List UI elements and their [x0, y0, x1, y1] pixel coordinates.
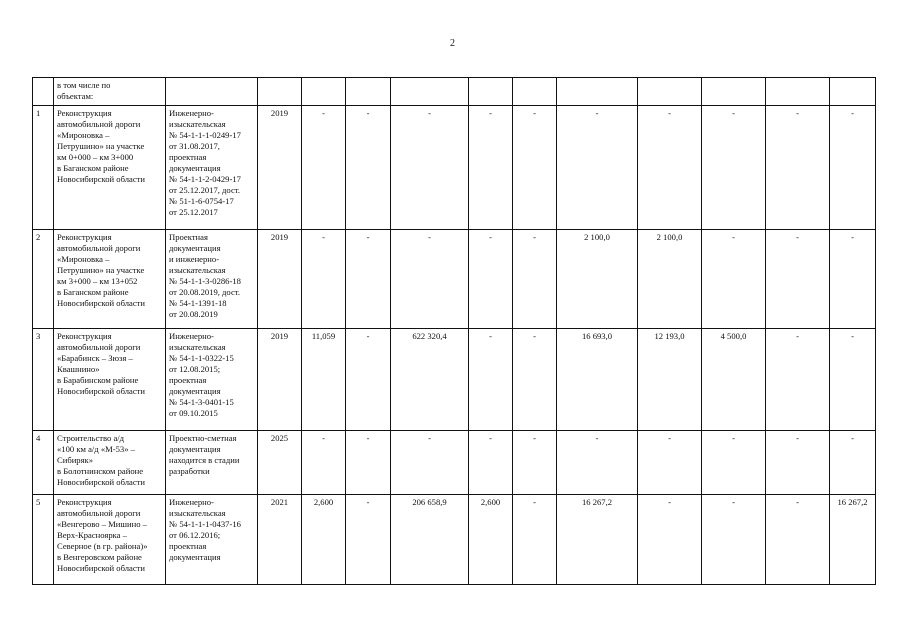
cell-name: Реконструкция автомобильной дороги «Мироновка – Петрушино» на участке км 0+000 – км 3+000 в Баганском районе Новосибирской области	[54, 106, 166, 230]
cell-name: Реконструкция автомобильной дороги «Барабинск – Зюзя – Квашнино» в Барабинском районе Новосибирской области	[54, 329, 166, 431]
cell-value: -	[469, 106, 513, 230]
cell-number: 4	[33, 431, 54, 495]
cell-name: Реконструкция автомобильной дороги «Мироновка – Петрушино» на участке км 3+000 – км 13+052 в Баганском районе Новосибирской области	[54, 230, 166, 329]
cell-value: 11,059	[302, 329, 346, 431]
cell-number: 2	[33, 230, 54, 329]
cell-value: 16 267,2	[830, 495, 876, 585]
data-table	[32, 77, 876, 585]
cell-value: -	[702, 431, 766, 495]
cell-value: 622 320,4	[391, 329, 469, 431]
cell-value: -	[702, 106, 766, 230]
cell-value: -	[830, 230, 876, 329]
cell-value: -	[638, 495, 702, 585]
page-number: 2	[450, 38, 455, 49]
cell-value: 206 658,9	[391, 495, 469, 585]
cell-value: 2,600	[469, 495, 513, 585]
cell-value: -	[830, 106, 876, 230]
cell-number: 1	[33, 106, 54, 230]
cell-value: -	[513, 329, 557, 431]
cell-value: -	[638, 106, 702, 230]
cell-value: -	[766, 495, 830, 585]
cell-value: -	[766, 106, 830, 230]
cell-number: 5	[33, 495, 54, 585]
cell-value: 2 100,0	[557, 230, 638, 329]
cell-value: -	[346, 431, 391, 495]
cell-year: 2019	[258, 230, 302, 329]
cell-value: -	[469, 230, 513, 329]
cell-name: Строительство а/д «100 км а/д «М-53» – Сибиряк» в Болотнинском районе Новосибирской области	[54, 431, 166, 495]
cell-value: -	[557, 431, 638, 495]
cell-value: -	[391, 230, 469, 329]
cell-value: -	[469, 431, 513, 495]
table-row-intro	[33, 78, 876, 106]
cell-value: -	[513, 495, 557, 585]
cell-value: -	[702, 230, 766, 329]
cell-number: 3	[33, 329, 54, 431]
cell-number	[33, 78, 54, 106]
cell-value: -	[513, 230, 557, 329]
table-row	[33, 230, 876, 329]
cell-value: -	[346, 495, 391, 585]
cell-documentation: Инженерно- изыскательская № 54-1-1-1-0249-17 от 31.08.2017, проектная документация № 54-1-1-2-0429-17 от 25.12.2017, дост. № 51-1-6-0754-17 от 25.12.2017	[166, 106, 258, 230]
table-row	[33, 431, 876, 495]
cell-value: -	[346, 230, 391, 329]
cell-value: -	[557, 106, 638, 230]
cell-year: 2021	[258, 495, 302, 585]
cell-value: -	[766, 329, 830, 431]
cell-value: 2,600	[302, 495, 346, 585]
cell-value: -	[469, 329, 513, 431]
cell-value: 16 693,0	[557, 329, 638, 431]
cell-name: в том числе по объектам:	[54, 78, 166, 106]
cell-value: 4 500,0	[702, 329, 766, 431]
cell-documentation: Инженерно- изыскательская № 54-1-1-0322-15 от 12.08.2015; проектная документация № 54-1-3-0401-15 от 09.10.2015	[166, 329, 258, 431]
cell-value: -	[302, 106, 346, 230]
table-row	[33, 495, 876, 585]
cell-documentation: Проектно-сметная документация находится в стадии разработки	[166, 431, 258, 495]
cell-value: -	[346, 106, 391, 230]
table-row	[33, 106, 876, 230]
cell-value: -	[766, 230, 830, 329]
cell-value: -	[391, 431, 469, 495]
cell-value: -	[702, 495, 766, 585]
cell-value: -	[638, 431, 702, 495]
cell-value: -	[513, 431, 557, 495]
cell-value: -	[766, 431, 830, 495]
cell-documentation: Проектная документация и инженерно- изыскательская № 54-1-1-3-0286-18 от 20.08.2019, дост. № 54-1-1391-18 от 20.08.2019	[166, 230, 258, 329]
cell-value: -	[830, 431, 876, 495]
cell-value: -	[302, 431, 346, 495]
cell-value: -	[513, 106, 557, 230]
cell-value: -	[391, 106, 469, 230]
cell-value: -	[346, 329, 391, 431]
cell-value: 12 193,0	[638, 329, 702, 431]
cell-documentation: Инженерно- изыскательская № 54-1-1-1-0437-16 от 06.12.2016; проектная документация	[166, 495, 258, 585]
cell-name: Реконструкция автомобильной дороги «Венгерово – Мишино – Верх-Красноярка – Северное (в гр. района)» в Венгеровском районе Новосибирской области	[54, 495, 166, 585]
cell-value: -	[830, 329, 876, 431]
cell-year: 2019	[258, 329, 302, 431]
cell-value: 2 100,0	[638, 230, 702, 329]
cell-year: 2025	[258, 431, 302, 495]
cell-year: 2019	[258, 106, 302, 230]
cell-value: 16 267,2	[557, 495, 638, 585]
cell-value: -	[302, 230, 346, 329]
table-row	[33, 329, 876, 431]
